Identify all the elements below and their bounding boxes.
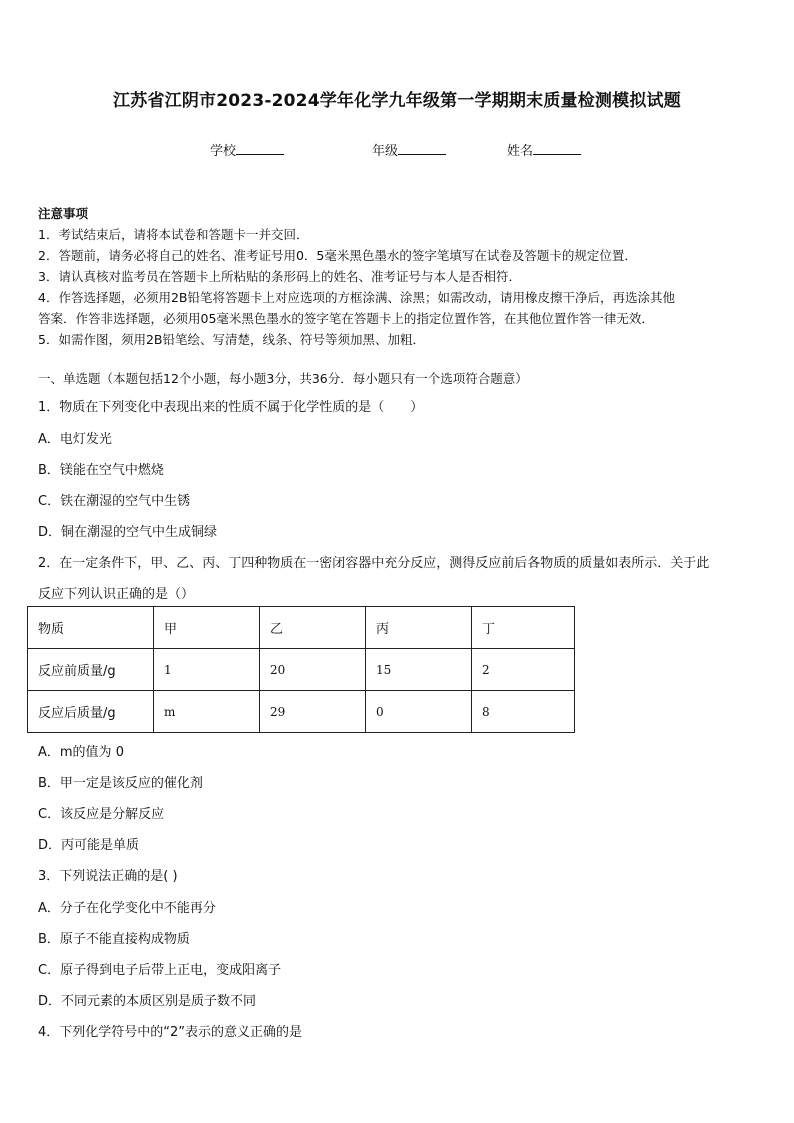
q3-stem: 3．下列说法正确的是( ) xyxy=(38,869,178,884)
q1-stem: 1．物质在下列变化中表现出来的性质不属于化学性质的是（ ） xyxy=(38,400,424,415)
q3-option-c[interactable]: C．原子得到电子后带上正电，变成阳离子 xyxy=(38,963,282,978)
table-row xyxy=(28,649,575,691)
q3-option-a[interactable]: A．分子在化学变化中不能再分 xyxy=(38,901,216,916)
name-blank[interactable] xyxy=(533,142,581,155)
table-cell: 甲 xyxy=(154,607,260,649)
section-heading: 一、单选题（本题包括12个小题，每小题3分，共36分．每小题只有一个选项符合题意） xyxy=(38,371,528,386)
note-item: 5．如需作图，须用2B铅笔绘、写清楚，线条、符号等须加黑、加粗． xyxy=(38,332,425,347)
q2-option-c[interactable]: C．该反应是分解反应 xyxy=(38,807,165,822)
q1-option-b[interactable]: B．镁能在空气中燃烧 xyxy=(38,463,164,478)
table-cell: 20 xyxy=(260,649,366,691)
note-item: 1．考试结束后，请将本试卷和答题卡一并交回． xyxy=(38,227,309,242)
table-cell: 丙 xyxy=(366,607,472,649)
q1-option-c[interactable]: C．铁在潮湿的空气中生锈 xyxy=(38,494,191,509)
table-cell: m xyxy=(154,691,260,733)
q2-option-d[interactable]: D．丙可能是单质 xyxy=(38,838,140,853)
notes-heading: 注意事项 xyxy=(38,206,89,221)
table-cell: 15 xyxy=(366,649,472,691)
student-info-row xyxy=(0,140,794,160)
school-label: 学校 xyxy=(210,144,237,159)
q4-stem: 4．下列化学符号中的“2”表示的意义正确的是 xyxy=(38,1025,303,1040)
table-cell: 物质 xyxy=(28,607,154,649)
note-item: 答案．作答非选择题，必须用05毫米黑色墨水的签字笔在答题卡上的指定位置作答，在其他位置作答一律无效． xyxy=(38,311,654,326)
q1-option-a[interactable]: A．电灯发光 xyxy=(38,432,112,447)
q3-option-d[interactable]: D．不同元素的本质区别是质子数不同 xyxy=(38,994,257,1009)
table-cell: 丁 xyxy=(472,607,575,649)
table-cell: 反应前质量/g xyxy=(28,649,154,691)
table-cell: 乙 xyxy=(260,607,366,649)
grade-label: 年级 xyxy=(372,144,399,159)
name-field[interactable] xyxy=(507,140,581,159)
q2-stem-line1: 2．在一定条件下，甲、乙、丙、丁四种物质在一密闭容器中充分反应，测得反应前后各物质的质量如表所示．关于此 xyxy=(38,556,710,571)
q1-option-d[interactable]: D．铜在潮湿的空气中生成铜绿 xyxy=(38,525,218,540)
q3-option-b[interactable]: B．原子不能直接构成物质 xyxy=(38,932,190,947)
note-item: 4．作答选择题，必须用2B铅笔将答题卡上对应选项的方框涂满、涂黑；如需改动，请用橡皮擦干净后，再选涂其他 xyxy=(38,290,675,305)
school-field[interactable] xyxy=(210,140,284,159)
table-cell: 0 xyxy=(366,691,472,733)
table-cell: 2 xyxy=(472,649,575,691)
school-blank[interactable] xyxy=(236,142,284,155)
table-cell: 8 xyxy=(472,691,575,733)
exam-title: 江苏省江阴市2023-2024学年化学九年级第一学期期末质量检测模拟试题 xyxy=(113,91,681,111)
table-header-row xyxy=(28,607,575,649)
mass-table xyxy=(27,606,575,733)
table-row xyxy=(28,691,575,733)
notes-block xyxy=(38,203,763,350)
table-cell: 反应后质量/g xyxy=(28,691,154,733)
q2-option-b[interactable]: B．甲一定是该反应的催化剂 xyxy=(38,776,203,791)
grade-field[interactable] xyxy=(372,140,446,159)
table-cell: 29 xyxy=(260,691,366,733)
grade-blank[interactable] xyxy=(398,142,446,155)
name-label: 姓名 xyxy=(507,144,534,159)
table-cell: 1 xyxy=(154,649,260,691)
note-item: 3．请认真核对监考员在答题卡上所粘贴的条形码上的姓名、准考证号与本人是否相符． xyxy=(38,269,521,284)
note-item: 2．答题前，请务必将自己的姓名、准考证号用0．5毫米黑色墨水的签字笔填写在试卷及答题卡的规定位置． xyxy=(38,248,637,263)
q2-option-a[interactable]: A．m的值为 0 xyxy=(38,745,124,760)
q2-stem-line2: 反应下列认识正确的是（） xyxy=(38,587,195,602)
